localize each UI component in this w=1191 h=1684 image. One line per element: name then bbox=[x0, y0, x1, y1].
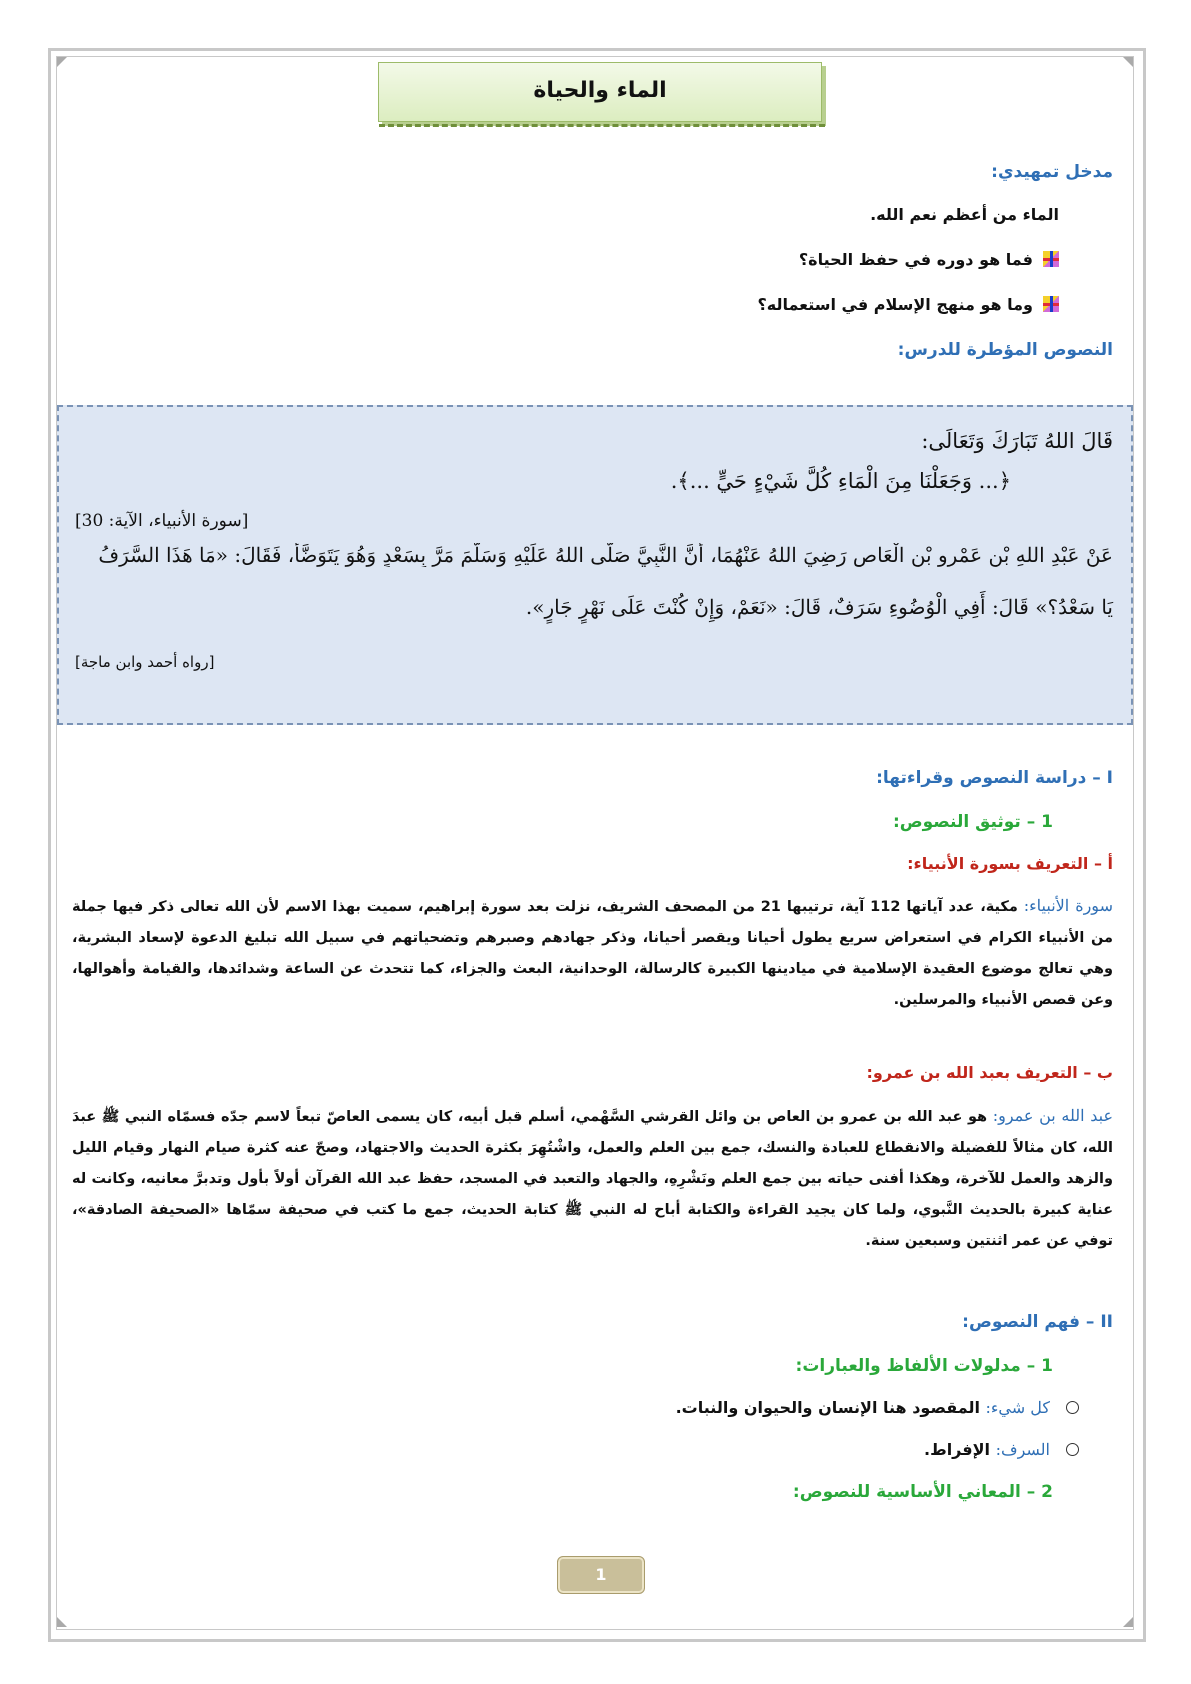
page-number: 1 bbox=[557, 1556, 645, 1594]
verse-intro: قَالَ اللهُ تَبَارَكَ وَتَعَالَى: bbox=[921, 429, 1113, 453]
hadith-line-2: يَا سَعْدُ؟» قَالَ: أَفِي الْوُضُوءِ سَرَفٌ، قَالَ: «نَعَمْ، وَإِنْ كُنْتَ عَلَى نَهْرٍ جَارٍ». bbox=[525, 595, 1113, 619]
section-1-heading: I – دراسة النصوص وقراءتها: bbox=[876, 768, 1113, 788]
intro-heading: مدخل تمهيدي: bbox=[991, 162, 1113, 182]
companion-description: عبد الله بن عمرو: هو عبد الله بن عمرو بن العاص بن وائل القرشي السَّهْمي، أسلم قبل أبيه، كان يسمى العاصّ تبعاً لاسم جدّه فسمّاه النبي ﷺ عبدَ الله، كان مثالاً للفضيلة والانقطاع للعبادة والنسك، جمع بين العلم والعمل، واشْتُهِرَ بكثرة الحديث والاجتهاد، وصحّ عنه كثرة صيام النهار وقيام الليل والزهد والعمل للآخرة، وهكذا أفنى حياته بين جمع العلم ونَشْرِهِ، والجهاد والتعبد في المسجد، حفظ عبد الله القرآن أولاً بأول وتدبرَّ معانيه، وكانت له عناية كبيرة بالحديث النَّبوي، ولما كان يجيد القراءة والكتابة أباح له النبي ﷺ كتابة الحديث، جمع ما كتب في صحيفة سمّاها «الصحيفة الصادقة»، توفي عن عمر اثنتين وسبعين سنة. bbox=[72, 1106, 1113, 1249]
surah-description-lead: سورة الأنبياء: bbox=[1023, 896, 1113, 915]
surah-description: سورة الأنبياء: مكية، عدد آياتها 112 آية، ترتيبها 21 من المصحف الشريف، نزلت بعد سورة إبراهيم، سميت بهذا الاسم لأن الله تعالى ذكر فيها جملة من الأنبياء الكرام في استعراض سريع يطول أحيانا ويقصر أحيانا، وذكر جهادهم وصبرهم وتضحياتهم في سبيل الله تبليغ الدعوة لإسعاد البشرية، وهي تعالج موضوع العقيدة الإسلامية في ميادينها الكبيرة كالرسالة، الوحدانية، البعث والجزاء، كما تتحدث عن الساعة وشدائدها، والقيامة وأهوالها، وعن قصص الأنبياء والمرسلين. bbox=[72, 896, 1113, 1008]
intro-question-2: وما هو منهج الإسلام في استعماله؟ bbox=[757, 295, 1059, 314]
corner-ornament bbox=[57, 57, 67, 67]
hadith-reference: [رواه أحمد وابن ماجة] bbox=[75, 653, 215, 671]
hadith-line-1: عَنْ عَبْدِ اللهِ بْنِ عَمْرِو بْنِ الْعَاصِ رَضِيَ اللهُ عَنْهُمَا، أَنَّ النَّبِيَّ صَلَّى اللهُ عَلَيْهِ وَسَلَّمَ مَرَّ بِسَعْدٍ وَهُوَ يَتَوَضَّأُ، فَقَالَ: «مَا هَذَا السَّرَفُ bbox=[98, 543, 1113, 567]
circle-bullet-icon bbox=[1066, 1401, 1079, 1414]
sub-heading-b: ب – التعريف بعبد الله بن عمرو: bbox=[866, 1063, 1113, 1082]
arrow-bullet-icon bbox=[1043, 296, 1059, 312]
section-2-heading: II – فهم النصوص: bbox=[962, 1312, 1113, 1332]
texts-box bbox=[57, 405, 1133, 725]
section-2-sub-2: 2 – المعاني الأساسية للنصوص: bbox=[792, 1482, 1053, 1502]
intro-question-1: فما هو دوره في حفظ الحياة؟ bbox=[799, 250, 1059, 269]
corner-ornament bbox=[57, 1617, 67, 1627]
intro-line: الماء من أعظم نعم الله. bbox=[870, 205, 1059, 224]
sub-heading-a: أ – التعريف بسورة الأنبياء: bbox=[907, 854, 1113, 873]
lesson-title: الماء والحياة bbox=[378, 62, 822, 122]
page-frame-inner bbox=[56, 56, 1134, 1630]
verse-reference: [سورة الأنبياء، الآية: 30] bbox=[75, 511, 249, 531]
arrow-bullet-icon bbox=[1043, 251, 1059, 267]
corner-ornament bbox=[1123, 57, 1133, 67]
verse-text: ﴿... وَجَعَلْنَا مِنَ الْمَاءِ كُلَّ شَيْءٍ حَيٍّ ...﴾. bbox=[670, 469, 1011, 493]
vocab-item: كل شيء: المقصود هنا الإنسان والحيوان والنبات. bbox=[676, 1398, 1079, 1417]
section-2-sub-1: 1 – مدلولات الألفاظ والعبارات: bbox=[795, 1356, 1053, 1376]
companion-description-lead: عبد الله بن عمرو: bbox=[992, 1106, 1113, 1125]
texts-heading: النصوص المؤطرة للدرس: bbox=[897, 340, 1113, 360]
circle-bullet-icon bbox=[1066, 1443, 1079, 1456]
vocab-item: السرف: الإفراط. bbox=[924, 1440, 1079, 1459]
corner-ornament bbox=[1123, 1617, 1133, 1627]
section-1-sub-1: 1 – توثيق النصوص: bbox=[892, 812, 1053, 832]
